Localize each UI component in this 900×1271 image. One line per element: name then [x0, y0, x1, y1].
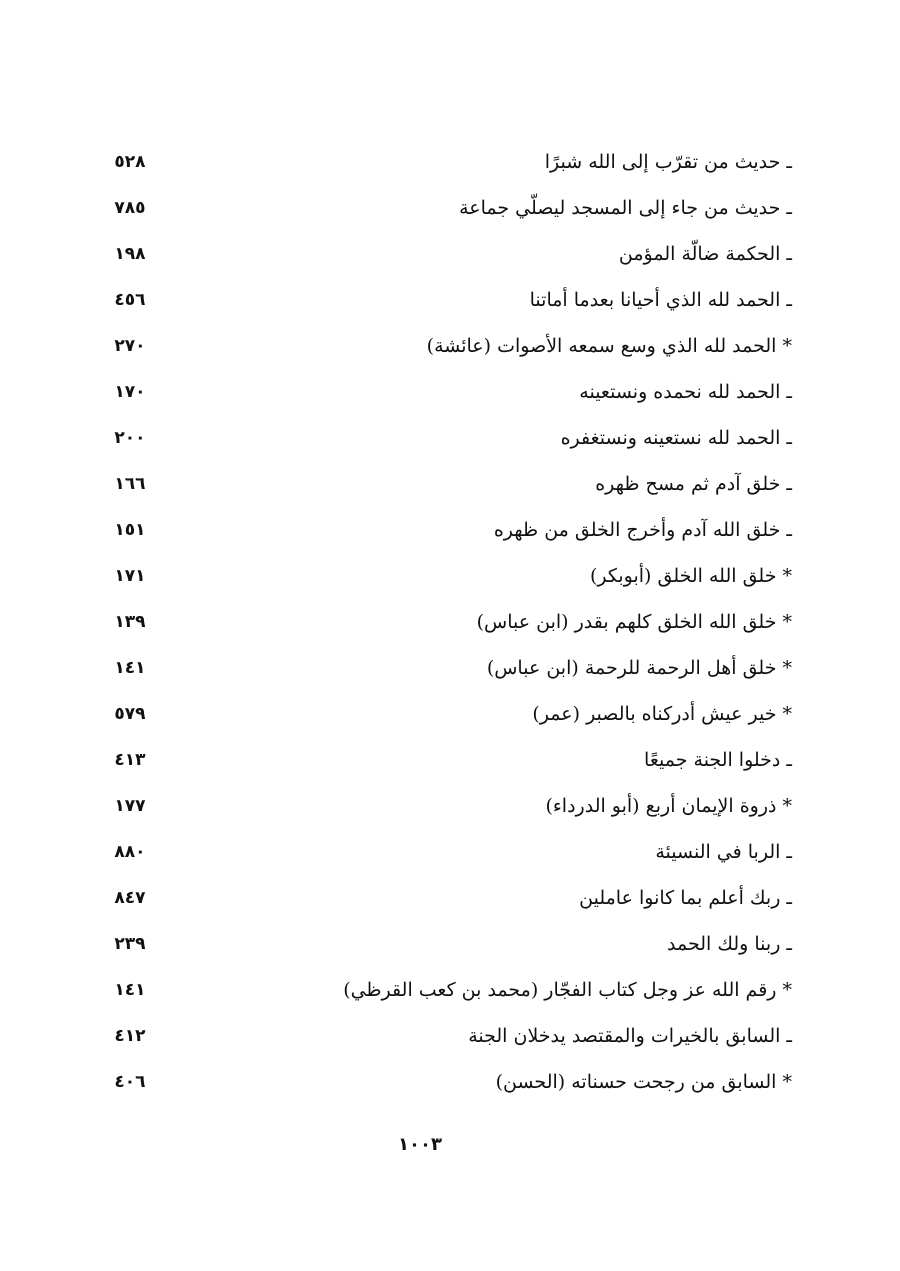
- entry-page-number: ٢٣٩: [114, 934, 146, 954]
- entry-page-number: ٢٧٠: [114, 336, 146, 356]
- index-entry: [100, 277, 792, 323]
- index-entry: [100, 369, 792, 415]
- entry-title: * خير عيش أدركناه بالصبر (عمر): [532, 703, 792, 725]
- index-entry: [100, 645, 792, 691]
- index-entry: [100, 507, 792, 553]
- entry-page-number: ٨٨٠: [114, 842, 146, 862]
- entry-title: ـ الربا في النسيئة: [655, 841, 792, 863]
- entry-title: ـ ربنا ولك الحمد: [667, 933, 792, 955]
- entry-page-number: ٥٢٨: [114, 152, 146, 172]
- index-entry: [100, 461, 792, 507]
- entry-title: ـ السابق بالخيرات والمقتصد يدخلان الجنة: [468, 1025, 792, 1047]
- entry-page-number: ١٧٠: [114, 382, 146, 402]
- page-number: ١٠٠٣: [398, 1134, 442, 1155]
- index-entry: [100, 553, 792, 599]
- entry-page-number: ١٧١: [114, 566, 146, 586]
- entry-page-number: ١٩٨: [114, 244, 146, 264]
- index-entry: [100, 967, 792, 1013]
- entry-page-number: ١٥١: [114, 520, 146, 540]
- entry-page-number: ٥٧٩: [114, 704, 146, 724]
- index-entry: [100, 231, 792, 277]
- index-entry: [100, 829, 792, 875]
- entry-title: ـ الحمد لله نستعينه ونستغفره: [560, 427, 792, 449]
- entry-title: ـ الحكمة ضالّة المؤمن: [618, 243, 792, 265]
- index-entry: [100, 783, 792, 829]
- entry-title: ـ خلق آدم ثم مسح ظهره: [595, 473, 792, 495]
- index-entry: [100, 599, 792, 645]
- index-entry: [100, 691, 792, 737]
- entry-title: * السابق من رجحت حسناته (الحسن): [495, 1071, 792, 1093]
- index-list: [100, 139, 792, 1105]
- index-entry: [100, 139, 792, 185]
- entry-title: * خلق الله الخلق كلهم بقدر (ابن عباس): [476, 611, 792, 633]
- entry-page-number: ٤١٣: [114, 750, 146, 770]
- entry-title: ـ خلق الله آدم وأخرج الخلق من ظهره: [493, 519, 792, 541]
- entry-title: * خلق أهل الرحمة للرحمة (ابن عباس): [486, 657, 792, 679]
- entry-title: ـ الحمد لله نحمده ونستعينه: [579, 381, 792, 403]
- entry-page-number: ١٣٩: [114, 612, 146, 632]
- index-entry: [100, 1059, 792, 1105]
- entry-page-number: ٨٤٧: [114, 888, 146, 908]
- entry-title: ـ الحمد لله الذي أحيانا بعدما أماتنا: [529, 289, 792, 311]
- entry-page-number: ٤١٢: [114, 1026, 146, 1046]
- entry-title: ـ دخلوا الجنة جميعًا: [644, 749, 792, 771]
- index-entry: [100, 323, 792, 369]
- index-entry: [100, 737, 792, 783]
- entry-page-number: ١٧٧: [114, 796, 146, 816]
- entry-title: ـ ربك أعلم بما كانوا عاملين: [579, 887, 792, 909]
- entry-page-number: ٤٠٦: [114, 1072, 146, 1092]
- entry-title: * الحمد لله الذي وسع سمعه الأصوات (عائشة): [426, 335, 792, 357]
- entry-title: ـ حديث من جاء إلى المسجد ليصلّي جماعة: [459, 197, 792, 219]
- entry-title: * رقم الله عز وجل كتاب الفجّار (محمد بن كعب القرظي): [343, 979, 792, 1001]
- index-entry: [100, 415, 792, 461]
- index-entry: [100, 921, 792, 967]
- entry-page-number: ١٦٦: [114, 474, 146, 494]
- index-entry: [100, 875, 792, 921]
- entry-page-number: ١٤١: [114, 980, 146, 1000]
- entry-title: * ذروة الإيمان أربع (أبو الدرداء): [545, 795, 792, 817]
- index-entry: [100, 185, 792, 231]
- entry-page-number: ١٤١: [114, 658, 146, 678]
- entry-page-number: ٢٠٠: [114, 428, 146, 448]
- entry-page-number: ٧٨٥: [114, 198, 146, 218]
- entry-title: * خلق الله الخلق (أبوبكر): [589, 565, 792, 587]
- entry-title: ـ حديث من تقرّب إلى الله شبرًا: [544, 151, 792, 173]
- entry-page-number: ٤٥٦: [114, 290, 146, 310]
- index-entry: [100, 1013, 792, 1059]
